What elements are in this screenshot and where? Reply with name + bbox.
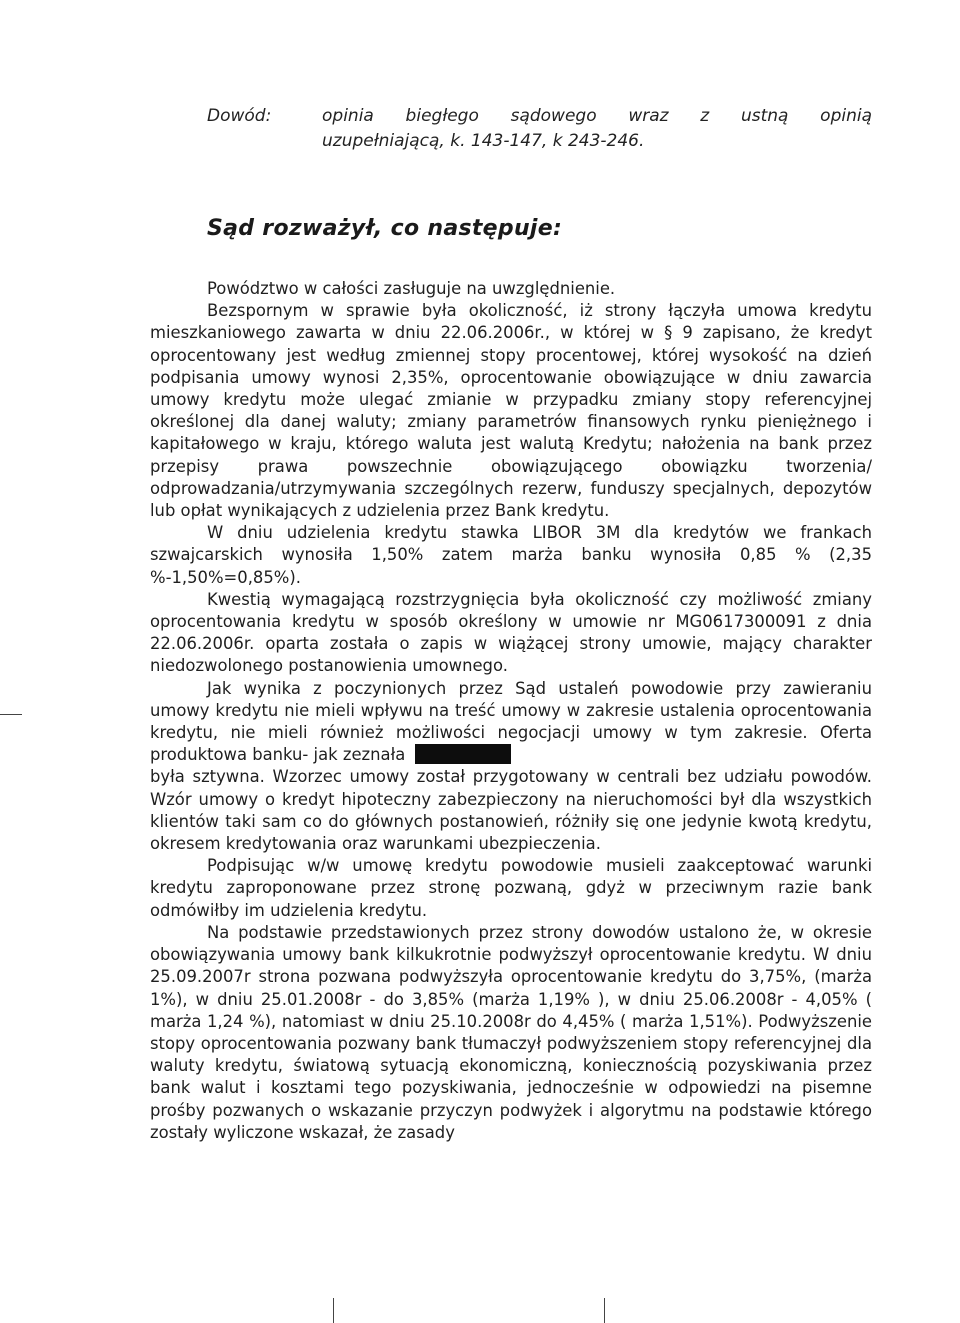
- paragraph: Powództwo w całości zasługuje na uwzględnienie.: [207, 279, 616, 298]
- scan-margin-mark: [0, 714, 22, 715]
- paragraph: Kwestią wymagającą rozstrzygnięcia była okoliczność czy możliwość zmiany oprocentowania kredytu w sposób określony w umowie nr MG0617300091 z dnia 22.06.2006r. oparta została o zapis w wiążącej strony umowie, mający charakter niedozwolonego postanowienia umownego.: [150, 589, 872, 676]
- scan-margin-mark: [333, 1298, 334, 1323]
- evidence-text: [322, 104, 872, 154]
- redaction-box: [415, 744, 511, 764]
- evidence-text-line-2: uzupełniającą, k. 143-147, k 243-246.: [322, 131, 645, 151]
- paragraph: Bezspornym w sprawie była okoliczność, iż strony łączyła umowa kredytu mieszkaniowego zawarta w dniu 22.06.2006r., w której w § 9 zapisano, że kredyt oprocentowany jest według zmiennej stopy procentowej, której wysokość na dzień podpisania umowy wynosi 2,35%, oprocentowanie obowiązujące w dniu zawarcia umowy kredytu może ulegać zmianie w przypadku zmiany stopy referencyjnej określonej dla danej waluty; zmiany parametrów finansowych rynku pieniężnego i kapitałowego w kraju, którego waluta jest walutą Kredytu; nałożenia na bank przez przepisy prawa powszechnie obowiązującego obowiązku tworzenia/ odprowadzania/utrzymywania szczególnych rezerw, funduszy specjalnych, depozytów lub opłat wynikających z udzielenia przez Bank kredytu.: [150, 301, 872, 521]
- evidence-label: Dowód:: [207, 106, 272, 126]
- paragraph: Na podstawie przedstawionych przez strony dowodów ustalono że, w okresie obowiązywania umowy bank kilkukrotnie podwyższył oprocentowanie kredytu. W dniu 25.09.2007r strona pozwana podwyższyła oprocentowanie kredytu do 3,75%, (marża 1%), w dniu 25.01.2008r - do 3,85% (marża 1,19% ), w dniu 25.06.2008r - 4,05% ( marża 1,24 %), natomiast w dniu 25.10.2008r do 4,45% ( marża 1,51%). Podwyższenie stopy oprocentowania pozwany bank tłumaczył podwyższeniem stopy referencyjnej dla waluty kredytu, światową sytuacją ekonomiczną, koniecznością pozyskiwania przez bank walut i kosztami tego pozyskiwania, jednocześnie w odpowiedzi na pisemne prośby pozwanych o wskazanie przyczyn podwyżek i algorytmu na podstawie którego zostały wyliczone wskazał, że zasady: [150, 922, 872, 1142]
- evidence-text-line-1: opinia biegłego sądowego wraz z ustną opinią: [322, 106, 872, 126]
- paragraph: Podpisując w/w umowę kredytu powodowie musieli zaakceptować warunki kredytu zaproponowane przez stronę pozwaną, gdyż w przeciwnym razie bank odmówiłby im udzielenia kredytu.: [150, 856, 872, 920]
- section-heading: Sąd rozważył, co następuje:: [207, 216, 563, 241]
- scan-margin-mark: [604, 1298, 605, 1323]
- paragraph: była sztywna. Wzorzec umowy został przygotowany w centrali bez udziału powodów. Wzór umowy o kredyt hipoteczny zabezpieczony na nieruchomości był dla wszystkich klientów taki sam co do głównych postanowień, różniły się one jedynie kwotą kredytu, okresem kredytowania oraz warunkami ubezpieczenia.: [150, 767, 872, 854]
- paragraph-text: Jak wynika z poczynionych przez Sąd ustaleń powodowie przy zawieraniu umowy kredytu nie mieli wpływu na treść umowy w zakresie ustalenia oprocentowania kredytu, nie mieli również możliwości negocjacji umowy w tym zakresie. Oferta produktowa banku- jak zeznała: [150, 678, 872, 765]
- paragraph: [150, 678, 872, 767]
- paragraph: W dniu udzielenia kredytu stawka LIBOR 3M dla kredytów we frankach szwajcarskich wynosiła 1,50% zatem marża banku wynosiła 0,85 % (2,35 %-1,50%=0,85%).: [150, 523, 872, 587]
- body-text: [150, 278, 872, 1144]
